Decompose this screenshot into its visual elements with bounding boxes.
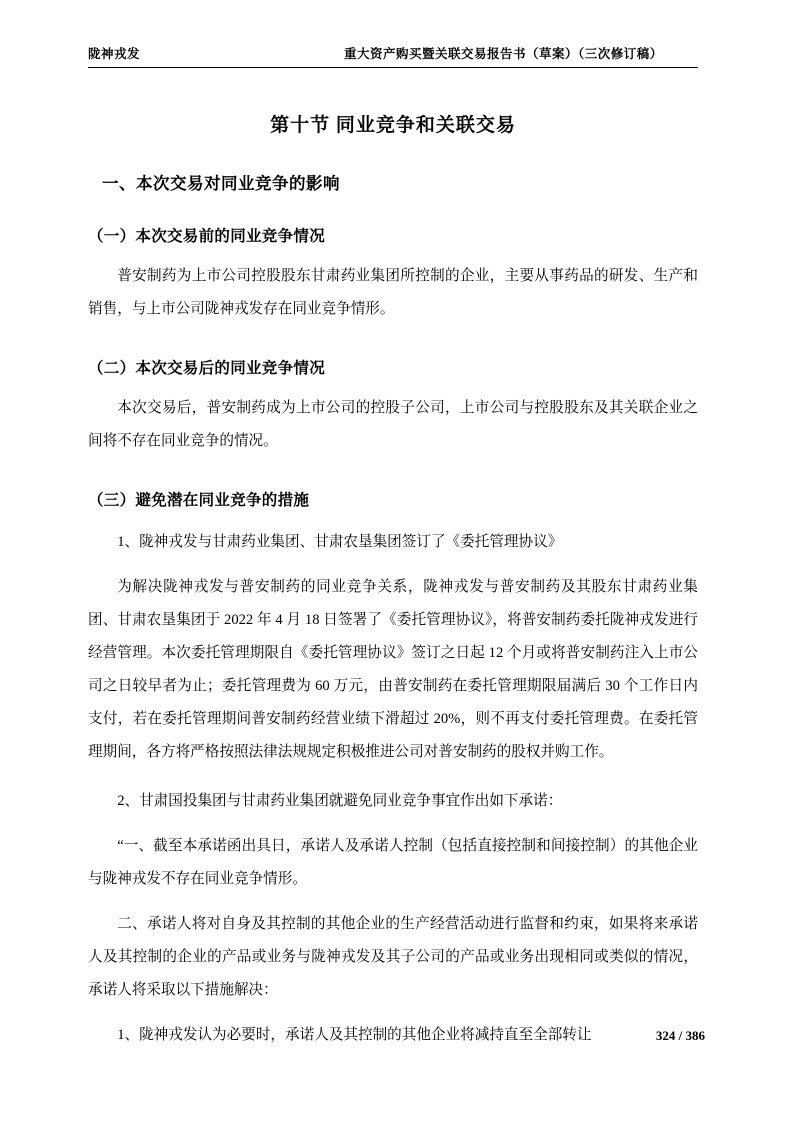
paragraph: 二、承诺人将对自身及其控制的其他企业的生产经营活动进行监督和约束，如果将来承诺人及其控制的企业的产品或业务与陇神戎发及其子公司的产品或业务出现相同或类似的情况，承诺人将采取以下措施解决： (88, 916, 698, 998)
page-number: 324 / 386 (655, 1028, 705, 1043)
paragraph: 2、甘肃国投集团与甘肃药业集团就避免同业竞争事宜作出如下承诺： (117, 793, 563, 809)
paragraph: 1、陇神戎发认为必要时，承诺人及其控制的其他企业将减持直至全部转让 (117, 1027, 592, 1043)
subsection-heading-2: （二）本次交易后的同业竞争情况 (88, 360, 326, 377)
paragraph: 普安制药为上市公司控股股东甘肃药业集团所控制的企业，主要从事药品的研发、生产和销售，与上市公司陇神戎发存在同业竞争情形。 (88, 268, 698, 317)
subsection-heading-1: （一）本次交易前的同业竞争情况 (88, 228, 326, 245)
page-title: 第十节 同业竞争和关联交易 (270, 115, 516, 136)
subsection-heading-3: （三）避免潜在同业竞争的措施 (88, 492, 310, 509)
header-document-title: 重大资产购买暨关联交易报告书（草案）（三次修订稿） (344, 47, 663, 61)
header-divider (88, 67, 698, 68)
paragraph: “一、截至本承诺函出具日，承诺人及承诺人控制（包括直接控制和间接控制）的其他企业与陇神戎发不存在同业竞争情形。 (88, 838, 698, 887)
page-content (88, 44, 698, 1052)
paragraph: 为解决陇神戎发与普安制药的同业竞争关系，陇神戎发与普安制药及其股东甘肃药业集团、甘肃农垦集团于 2022 年 4 月 18 日签署了《委托管理协议》，将普安制药委托陇神戎发进行经营管理。本次委托管理期限自《委托管理协议》签订之日起 12 个月或将普安制药注入上市公司之日较早者为止；委托管理费为 60 万元，由普安制药在委托管理期限届满后 30 个工作日内支付，若在委托管理期间普安制药经营业绩下滑超过 20%，则不再支付委托管理费。在委托管理期间，各方将严格按照法律法规规定积极推进公司对普安制药的股权并购工作。 (88, 579, 698, 760)
section-heading: 一、本次交易对同业竞争的影响 (102, 174, 340, 193)
page-header (88, 44, 698, 62)
paragraph: 本次交易后，普安制药成为上市公司的控股子公司，上市公司与控股股东及其关联企业之间将不存在同业竞争的情况。 (88, 400, 698, 449)
header-company-name: 陇神戎发 (88, 47, 141, 61)
paragraph: 1、陇神戎发与甘肃药业集团、甘肃农垦集团签订了《委托管理协议》 (117, 534, 563, 550)
